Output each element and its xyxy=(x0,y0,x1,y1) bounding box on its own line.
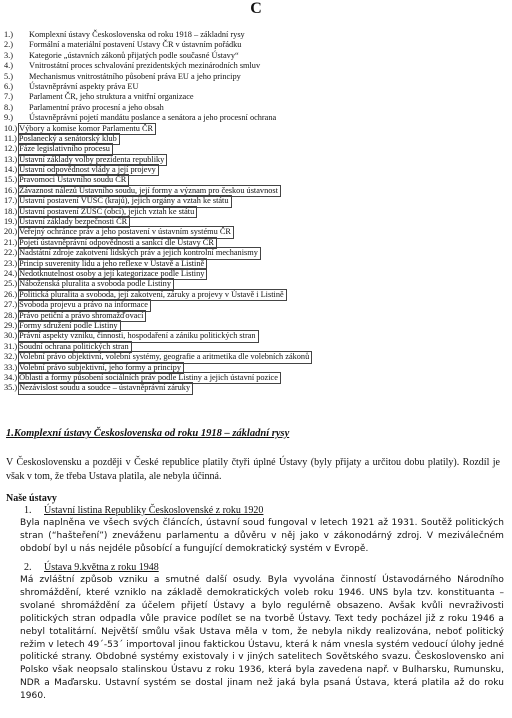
topic-number: 25.) xyxy=(4,279,18,289)
topic-text: Právní aspekty vzniku, činnosti, hospodaření a zániku politických stran xyxy=(19,331,256,341)
item-number: 2. xyxy=(24,562,32,573)
topic-text: Nezávislost soudu a soudce – ústavněprávní záruky xyxy=(19,383,191,393)
topic-number: 1.) xyxy=(4,30,13,39)
topic-number: 2.) xyxy=(4,40,13,50)
topic-list-item xyxy=(4,144,504,154)
topic-list-item xyxy=(4,61,504,71)
topic-list-item xyxy=(4,175,504,185)
topic-text: Pravomoci Ustavního soudu ČR xyxy=(19,175,127,185)
topic-list-item xyxy=(4,40,504,50)
topic-text: Volební právo objektivní, volební systémy, geografie a aritmetika dle volebních zákonů xyxy=(19,352,310,362)
topic-text: Náboženská pluralita a svoboda podle Listiny xyxy=(19,279,171,289)
topic-number: 33.) xyxy=(4,362,18,372)
topic-list-item xyxy=(4,279,504,289)
topic-number: 19.) xyxy=(4,217,18,227)
topic-number: 6.) xyxy=(4,81,13,91)
topic-number: 4.) xyxy=(4,61,13,71)
topic-text: Ustavní základy bezpečnosti ČR xyxy=(19,217,128,227)
topic-number: 9.) xyxy=(4,113,13,123)
topic-number: 22.) xyxy=(4,248,18,258)
topic-text: Volební právo subjektivní, jeho formy a principy xyxy=(19,362,181,372)
topic-list-item xyxy=(4,113,504,123)
topic-list-item xyxy=(4,363,504,373)
topic-list-item xyxy=(4,51,504,61)
topic-number: 12.) xyxy=(4,144,18,154)
topic-list-item xyxy=(4,196,504,206)
topic-text: Politická pluralita a svoboda, její zakotvení, záruky a projevy v Ústavě i Listině xyxy=(19,289,284,299)
item-title: Ústavní listina Republiky Československé z roku 1920 xyxy=(44,505,264,516)
constitution-item-heading xyxy=(24,562,159,574)
topic-text: Ustavní základy volby prezidenta republiky xyxy=(19,154,165,164)
item-title: Ústava 9.května z roku 1948 xyxy=(44,562,159,573)
topic-text: Soudní ochrana politických stran xyxy=(19,341,129,351)
topic-number: 15.) xyxy=(4,175,18,185)
topic-list-item xyxy=(4,72,504,82)
topic-text: Ustavní postavení ZÚSC (obcí), jejich vztah ke státu xyxy=(19,206,195,216)
topic-list-item xyxy=(4,248,504,258)
topic-text: Fáze legislativního procesu xyxy=(19,144,110,154)
topic-list-item xyxy=(4,30,504,40)
topic-text: Formy sdružení podle Listiny xyxy=(19,320,118,330)
topic-text: Kategorie „ústavních zákonů přijatých podle současné Ústavy“ xyxy=(29,50,239,60)
topic-number: 7.) xyxy=(4,92,13,102)
topic-text: Ústavněprávní pojetí mandátu poslance a senátora a jeho procesní ochrana xyxy=(29,113,277,123)
topic-list-item xyxy=(4,103,504,113)
topic-list-item xyxy=(4,227,504,237)
topic-text: Veřejný ochránce práv a jeho postavení v ústavním systému ČR xyxy=(19,227,231,237)
topic-text: Nedotknutelnost osoby a její kategorizace podle Listiny xyxy=(19,268,205,278)
topic-number: 10.) xyxy=(4,123,18,133)
topic-list-item xyxy=(4,155,504,165)
topic-text: Vnitrostátní proces schvalování prezidentských mezinárodních smluv xyxy=(29,61,261,71)
topic-list-item xyxy=(4,124,504,134)
topic-number: 28.) xyxy=(4,310,18,320)
topic-list-item xyxy=(4,373,504,383)
topic-list-item xyxy=(4,321,504,331)
topic-list-item xyxy=(4,92,504,102)
topic-list-item xyxy=(4,342,504,352)
topic-number: 18.) xyxy=(4,206,18,216)
topic-number: 23.) xyxy=(4,258,18,268)
topic-list-item xyxy=(4,207,504,217)
page-letter-heading: C xyxy=(250,0,262,17)
topic-list-item xyxy=(4,300,504,310)
topic-list-item xyxy=(4,165,504,175)
section-title: 1.Komplexní ústavy Československa od roku 1918 – základní rysy xyxy=(6,428,290,439)
topic-number: 17.) xyxy=(4,196,18,206)
topic-list-item xyxy=(4,311,504,321)
topic-number: 32.) xyxy=(4,352,18,362)
topic-number: 11.) xyxy=(4,133,17,143)
topic-list-item xyxy=(4,238,504,248)
topic-text: Parlament ČR, jeho struktura a vnitřní organizace xyxy=(29,92,194,102)
topic-list-item xyxy=(4,290,504,300)
topic-list-item xyxy=(4,186,504,196)
topic-number: 13.) xyxy=(4,154,18,164)
topic-number: 3.) xyxy=(4,50,13,60)
topic-number: 26.) xyxy=(4,289,18,299)
topic-number: 16.) xyxy=(4,185,18,195)
intro-paragraph: V Československu a později v České republice platily čtyři úplné Ústavy (byly přijaty a určitou dobu platily). Rozdíl je však v tom, že třeba Ustava platila, ale nebyla účinná. xyxy=(6,457,500,482)
topic-list-item xyxy=(4,82,504,92)
item-body: Byla naplněna ve všech svých článcích, ústavní soud fungoval v letech 1921 až 1931. Soutěž politických stran (“hašteření”) zneváženu parlamentu a důvěru v něj jako v zákonodárný zdroj. V meziválečném období byl u nás nejdéle působící a fungující demokratický systém v Evropě. xyxy=(20,518,504,554)
topic-list-item xyxy=(4,134,504,144)
topic-number: 5.) xyxy=(4,71,13,81)
topic-text: Nadstátní zdroje zakotvení lidských práv a jejich kontrolní mechanismy xyxy=(19,248,258,258)
topic-list-item xyxy=(4,217,504,227)
topic-text: Formální a materiální postavení Ustavy ČR v ústavním pořádku xyxy=(29,40,242,50)
topic-text: Pojetí ústavněprávní odpovědnosti a sankcí dle Ústavy ČR xyxy=(19,237,214,247)
topic-text: Komplexní ústavy Československa od roku 1918 – základní rysy xyxy=(29,30,245,39)
topic-number: 21.) xyxy=(4,237,18,247)
topic-text: Ustavní odpovědnost vlády a její projevy xyxy=(19,165,156,175)
topic-text: Princip suverenity lidu a jeho reflexe v Ustavě a Listině xyxy=(19,258,205,268)
item-number: 1. xyxy=(24,505,32,516)
topic-number: 30.) xyxy=(4,331,18,341)
topic-text: Závaznost nálezů Ústavního soudu, její formy a význam pro českou ústavnost xyxy=(19,185,278,195)
topic-text: Výbory a komise komor Parlamentu ČR xyxy=(19,123,154,133)
topic-text: Ustavní postavení VÚSC (krajů), jejich orgány a vztah ke státu xyxy=(19,196,229,206)
topic-number: 29.) xyxy=(4,320,18,330)
topic-number: 24.) xyxy=(4,268,18,278)
topic-text: Ústavněprávní aspekty práva EU xyxy=(29,81,139,91)
constitution-item-heading xyxy=(24,505,263,517)
topic-text: Právo petiční a právo shromažďovací xyxy=(19,310,144,320)
topic-number: 35.) xyxy=(4,383,18,393)
topic-text: Mechanismus vnitrostátního působení práva EU a jeho principy xyxy=(29,71,241,81)
topic-text: Svoboda projevu a právo na informace xyxy=(19,300,148,310)
topic-list xyxy=(4,30,504,394)
topic-list-item xyxy=(4,352,504,362)
topic-number: 34.) xyxy=(4,372,18,382)
topic-number: 8.) xyxy=(4,102,13,112)
topic-text: Poslanecký a senátorský klub xyxy=(18,133,117,143)
topic-number: 14.) xyxy=(4,165,18,175)
topic-list-item xyxy=(4,259,504,269)
topic-number: 31.) xyxy=(4,341,18,351)
topic-list-item xyxy=(4,269,504,279)
topic-number: 27.) xyxy=(4,300,18,310)
topic-text: Parlamentní právo procesní a jeho obsah xyxy=(29,102,164,112)
topic-number: 20.) xyxy=(4,227,18,237)
topic-list-item xyxy=(4,383,504,393)
item-body: Má zvláštní způsob vzniku a smutné další osudy. Byla vyvolána činností Ústavodárného Národního shromáždění, které vzniklo na základě demokratických voleb roku 1946. UNS byla tzv. konstituanta – svolané shromáždění za účelem přijetí Ústavy a bylo regulérně obsazeno. Avšak kvůli nevraživosti politických stran odpadla vůle pravice podílet se na tvorbě Ústavy. Text tedy pocházel již z roku 1946 a nebyl totalitární. Největší smůlu však Ustava měla v tom, že nebyla nikdy realizována, neboť politický režim v letech 49´-53´ importoval jinou faktickou Ústavu, která k nám vnesla systém vedoucí úlohy jedné politické strany. Obdobné systémy existovaly i v jiných satelitech Sovětského svazu. Československo ani Polsko však neopsalo stalinskou Ústavu z roku 1936, která byla zavedena např. v Bulharsku, Rumunsku, NDR a Maďarsku. Ustavní systém se dostal jinam než jaká byla psaná Ústava, která platila až do roku 1960. xyxy=(20,575,504,702)
topic-list-item xyxy=(4,331,504,341)
topic-text: Oblasti a formy působení sociálních práv podle Listiny a jejich ústavní pozice xyxy=(19,372,278,382)
subsection-title: Naše ústavy xyxy=(6,493,57,504)
